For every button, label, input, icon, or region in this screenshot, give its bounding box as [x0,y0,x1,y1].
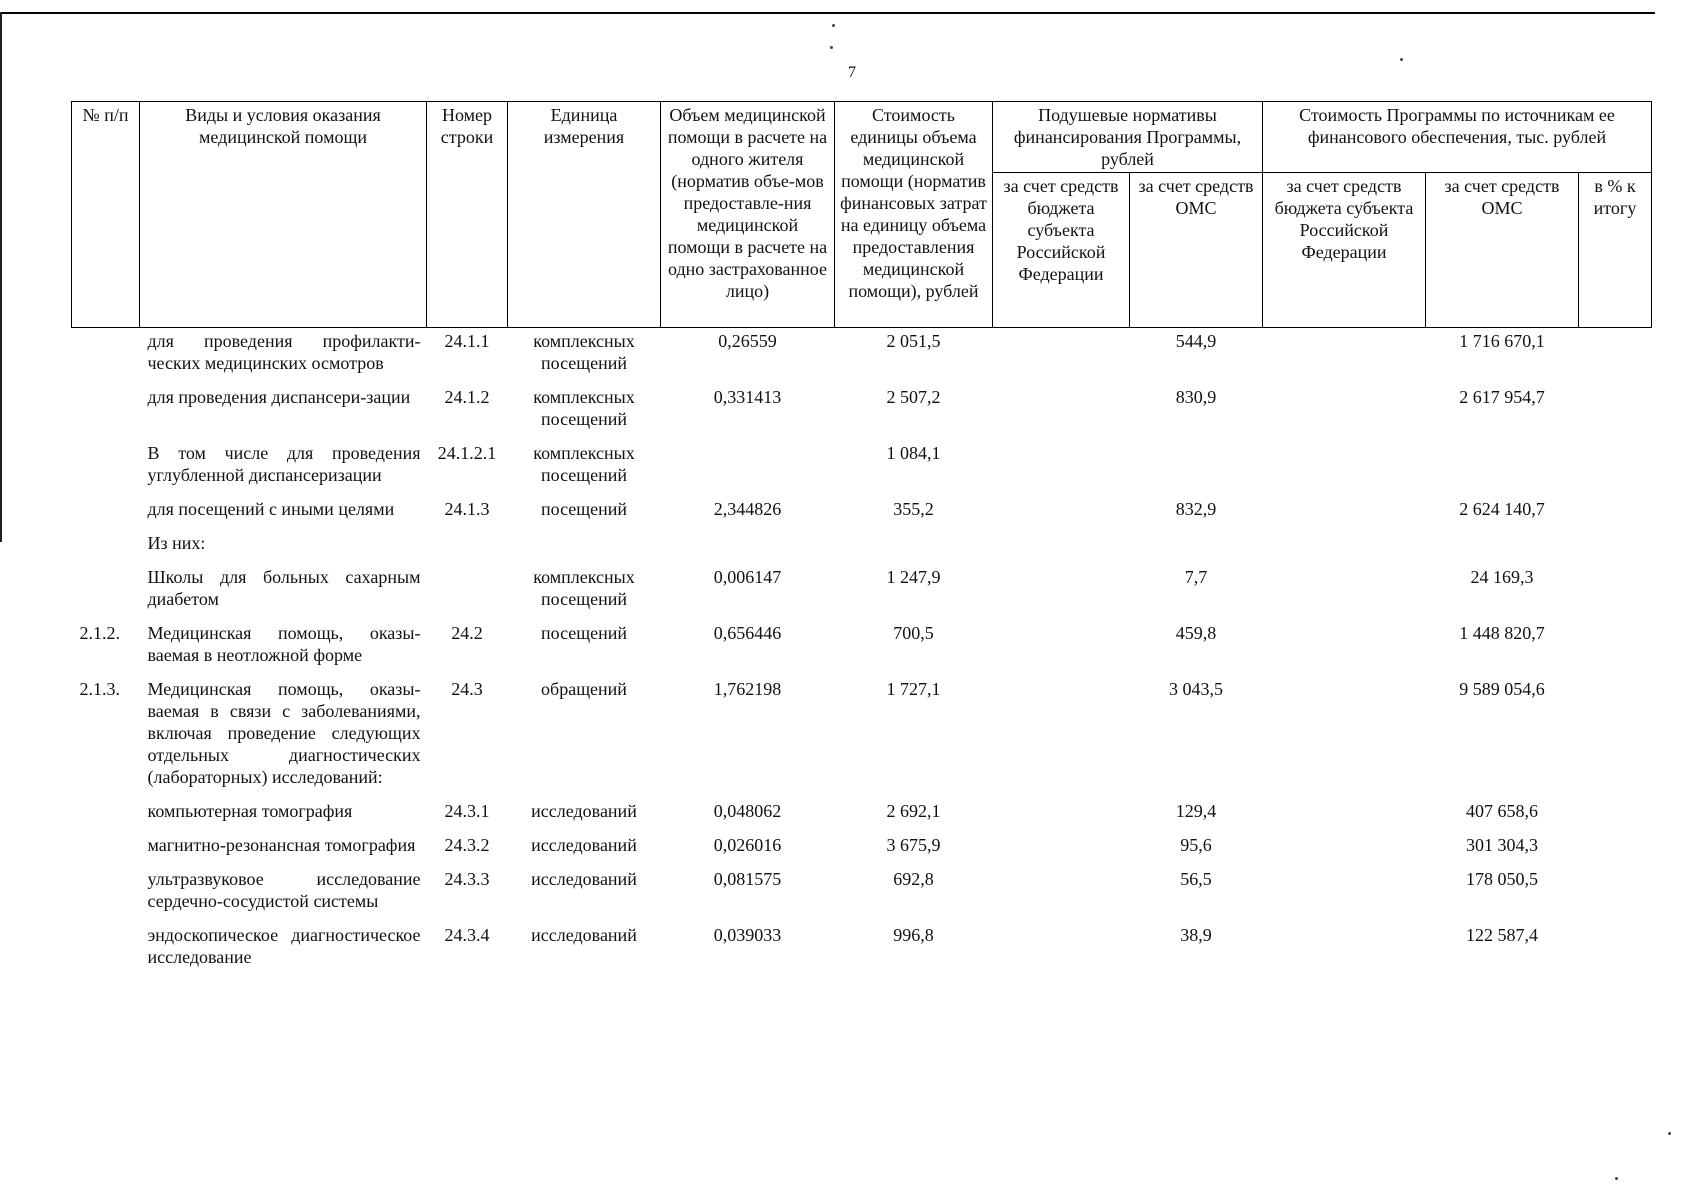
row-number: 2.1.2. [79,623,120,643]
row-pct [1579,832,1652,866]
row-prog-budget [1263,440,1426,496]
row-line: 24.3.3 [444,869,490,889]
table-row [72,384,1652,440]
row-line: 24.1.3 [444,499,490,519]
row-prog-oms: 178 050,5 [1466,869,1538,889]
row-volume: 0,026016 [713,835,782,855]
row-prog-budget [1263,564,1426,620]
row-pct [1579,798,1652,832]
row-unit: исследований [531,869,637,889]
row-prog-budget [1263,384,1426,440]
row-line: 24.1.1 [444,331,490,351]
row-unit: исследований [531,925,637,945]
row-line: 24.3.4 [444,925,490,945]
row-pc-oms: 544,9 [1175,331,1217,351]
row-pc-budget [993,384,1130,440]
row-prog-budget [1263,530,1426,564]
header-prog-oms: за счет средств ОМС [1426,173,1579,328]
row-volume [661,530,835,564]
row-name: Из них: [147,533,206,553]
row-volume: 0,048062 [713,801,782,821]
header-pc-budget: за счет средств бюджета субъекта Российской Федерации [993,173,1130,328]
row-volume [661,440,835,496]
row-pct [1579,620,1652,676]
row-volume: 0,081575 [713,869,782,889]
row-unit: комплексных посещений [533,331,635,373]
row-pct [1579,328,1652,385]
row-number [72,530,140,564]
table-row [72,328,1652,385]
row-number [72,832,140,866]
row-unit: комплексных посещений [533,387,635,429]
row-line [427,530,508,564]
scan-speck [830,46,833,49]
row-volume: 0,331413 [713,387,782,407]
row-line: 24.3.1 [444,801,490,821]
row-cost: 996,8 [893,925,934,945]
row-pc-budget [993,866,1130,922]
row-pc-budget [993,676,1130,798]
row-name: магнитно-резонансная томография [147,835,416,855]
header-per-capita: Подушевые нормативы финансирования Программы, рублей [993,102,1263,173]
row-name: В том числе для проведения углубленной диспансеризации [147,443,421,485]
table-body [72,328,1652,979]
row-prog-budget [1263,328,1426,385]
row-name: Медицинская помощь, оказы-ваемая в неотложной форме [147,623,421,665]
row-number [72,922,140,978]
row-number [72,798,140,832]
row-unit [508,530,661,564]
row-pc-oms: 129,4 [1175,801,1217,821]
row-pc-oms: 38,9 [1180,925,1212,945]
scan-border-left [0,12,2,542]
table-row [72,676,1652,798]
table-row [72,620,1652,676]
row-line: 24.3.2 [444,835,490,855]
row-unit: комплексных посещений [533,443,635,485]
row-name: ультразвуковое исследование сердечно-сосудистой системы [147,869,421,911]
row-pc-oms: 3 043,5 [1169,679,1223,699]
row-name: для проведения профилакти-ческих медицинских осмотров [147,331,421,373]
row-unit: исследований [531,801,637,821]
row-prog-budget [1263,676,1426,798]
table-row [72,496,1652,530]
row-pc-oms: 56,5 [1180,869,1212,889]
row-name: компьютерная томография [147,801,353,821]
table-row [72,866,1652,922]
row-prog-budget [1263,832,1426,866]
row-cost: 2 507,2 [886,387,941,407]
row-prog-budget [1263,798,1426,832]
row-volume: 0,006147 [713,567,782,587]
row-unit: обращений [541,679,627,699]
header-prog-pct: в % к итогу [1579,173,1652,328]
table-row [72,922,1652,978]
row-pct [1579,866,1652,922]
row-pc-oms: 832,9 [1175,499,1217,519]
row-cost [835,530,993,564]
row-pc-oms: 459,8 [1175,623,1217,643]
row-cost: 700,5 [893,623,934,643]
row-cost: 1 084,1 [886,443,941,463]
row-prog-oms [1426,440,1579,496]
table-row [72,798,1652,832]
row-number [72,564,140,620]
page-number: 7 [848,64,856,81]
row-prog-oms [1426,530,1579,564]
row-volume: 1,762198 [713,679,782,699]
row-number [72,440,140,496]
row-line [427,564,508,620]
row-line: 24.2 [451,623,483,643]
scan-speck [832,24,835,27]
header-line: Номер строки [427,102,508,328]
table-row [72,440,1652,496]
row-cost: 1 247,9 [886,567,941,587]
row-pc-budget [993,832,1130,866]
row-prog-oms: 2 617 954,7 [1459,387,1545,407]
scan-speck [1668,1132,1671,1135]
row-prog-budget [1263,866,1426,922]
header-num: № п/п [72,102,140,328]
row-pc-oms [1130,530,1263,564]
row-cost: 1 727,1 [886,679,941,699]
row-cost: 2 051,5 [886,331,941,351]
header-pc-oms: за счет средств ОМС [1130,173,1263,328]
row-cost: 692,8 [893,869,934,889]
header-types: Виды и условия оказания медицинской помощи [140,102,427,328]
row-volume: 0,26559 [718,331,777,351]
row-prog-oms: 122 587,4 [1466,925,1538,945]
row-pc-budget [993,530,1130,564]
row-prog-oms: 24 169,3 [1470,567,1534,587]
row-name: Медицинская помощь, оказы-ваемая в связи с заболеваниями, включая проведение следующих отдельных диагностических (лабораторных) исследований: [147,679,421,787]
row-pc-oms: 7,7 [1184,567,1208,587]
table-row [72,832,1652,866]
table-row [72,530,1652,564]
row-line: 24.1.2 [444,387,490,407]
row-pc-budget [993,798,1130,832]
row-cost: 3 675,9 [886,835,941,855]
row-pct [1579,922,1652,978]
row-volume: 0,039033 [713,925,782,945]
row-unit: исследований [531,835,637,855]
row-pct [1579,496,1652,530]
row-line: 24.3 [451,679,483,699]
row-prog-budget [1263,620,1426,676]
table-row [72,564,1652,620]
row-name: эндоскопическое диагностическое исследование [147,925,421,967]
row-number [72,384,140,440]
row-pct [1579,676,1652,798]
row-line: 24.1.2.1 [437,443,497,463]
row-pc-budget [993,496,1130,530]
row-cost: 2 692,1 [886,801,941,821]
row-pc-budget [993,440,1130,496]
header-cost: Стоимость единицы объема медицинской помощи (норматив финансовых затрат на единицу объема предоставления медицинской помощи), рублей [835,102,993,328]
row-volume: 0,656446 [713,623,782,643]
row-pc-budget [993,922,1130,978]
header-program-cost: Стоимость Программы по источникам ее финансового обеспечения, тыс. рублей [1263,102,1652,173]
row-pc-oms [1130,440,1263,496]
row-number [72,328,140,385]
row-name: Школы для больных сахарным диабетом [147,567,421,609]
row-prog-oms: 301 304,3 [1466,835,1538,855]
row-pc-oms: 95,6 [1180,835,1212,855]
row-volume: 2,344826 [713,499,782,519]
row-prog-budget [1263,922,1426,978]
row-prog-budget [1263,496,1426,530]
row-prog-oms: 1 716 670,1 [1459,331,1545,351]
row-pct [1579,530,1652,564]
scan-speck [1400,58,1403,61]
row-unit: посещений [540,499,628,519]
row-pc-budget [993,564,1130,620]
row-cost: 355,2 [893,499,934,519]
row-unit: посещений [540,623,628,643]
row-number: 2.1.3. [79,679,120,699]
row-pc-budget [993,620,1130,676]
row-name: для проведения диспансери-зации [147,387,411,407]
header-volume: Объем медицинской помощи в расчете на одного жителя (норматив объе-мов предоставле-ния медицинской помощи в расчете на одно застрахованное лицо) [661,102,835,328]
row-pc-budget [993,328,1130,385]
row-number [72,496,140,530]
scan-speck [1615,1177,1618,1180]
program-cost-table [71,101,1652,978]
row-pc-oms: 830,9 [1175,387,1217,407]
row-pct [1579,440,1652,496]
row-prog-oms: 1 448 820,7 [1459,623,1545,643]
row-name: для посещений с иными целями [147,499,395,519]
header-unit: Единица измерения [508,102,661,328]
scan-border-top [0,12,1655,14]
row-pct [1579,564,1652,620]
row-prog-oms: 9 589 054,6 [1459,679,1545,699]
row-number [72,866,140,922]
row-pct [1579,384,1652,440]
row-unit: комплексных посещений [533,567,635,609]
header-prog-budget: за счет средств бюджета субъекта Российской Федерации [1263,173,1426,328]
row-prog-oms: 407 658,6 [1466,801,1538,821]
row-prog-oms: 2 624 140,7 [1459,499,1545,519]
